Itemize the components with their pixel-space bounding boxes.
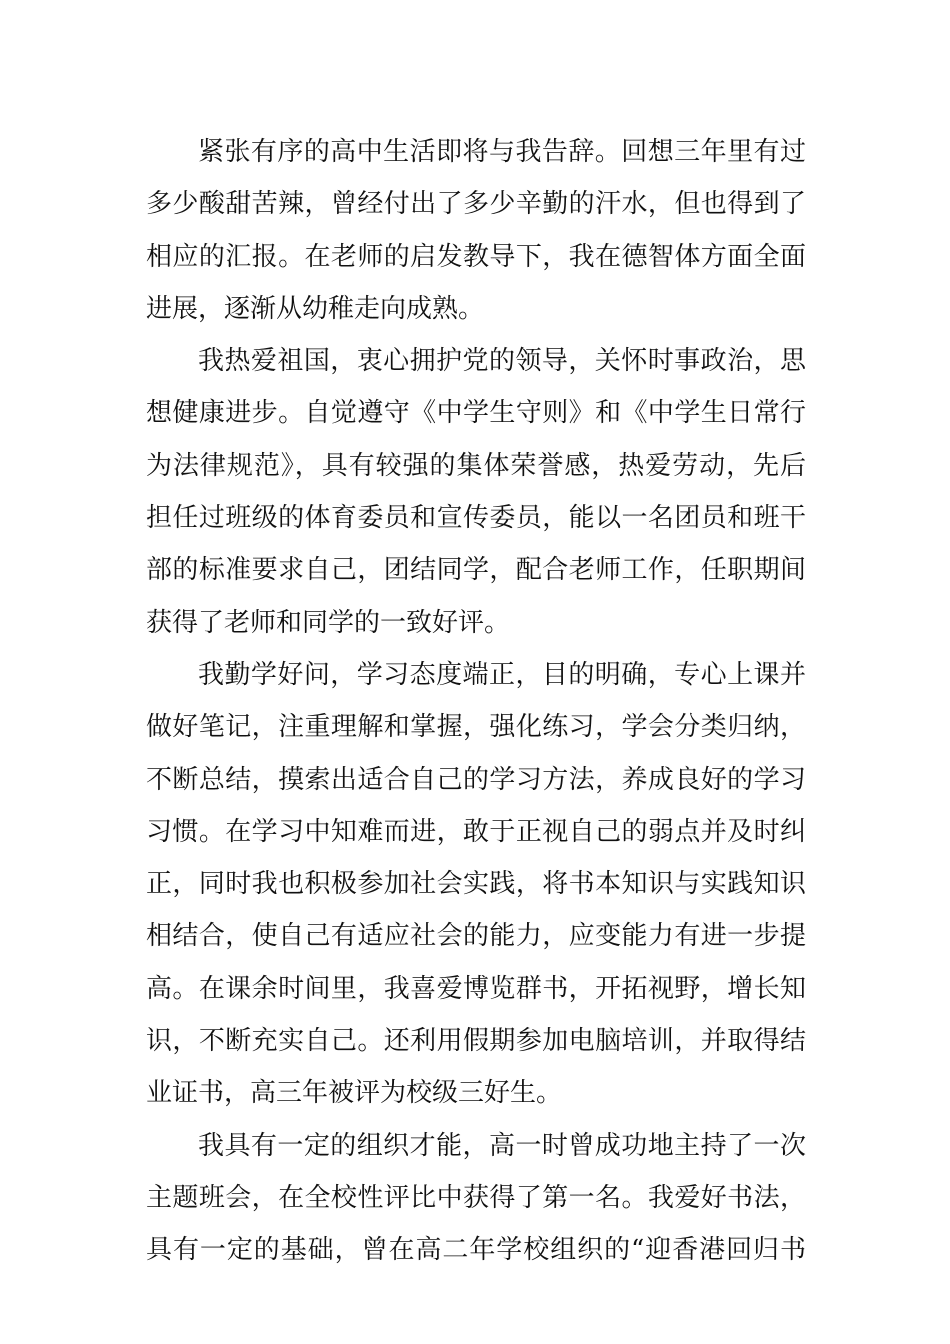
text-line: 担任过班级的体育委员和宣传委员，能以一名团员和班干 (146, 503, 806, 534)
text-line: 正，同时我也积极参加社会实践，将书本知识与实践知识 (146, 869, 806, 900)
text-line: 相结合，使自己有适应社会的能力，应变能力有进一步提 (146, 921, 806, 952)
text-line: 不断总结，摸索出适合自己的学习方法，养成良好的学习 (146, 764, 806, 795)
text-line: 相应的汇报。在老师的启发教导下，我在德智体方面全面 (146, 241, 806, 272)
text-line: 想健康进步。自觉遵守《中学生守则》和《中学生日常行 (146, 398, 806, 429)
text-line: 高。在课余时间里，我喜爱博览群书，开拓视野，增长知 (146, 973, 806, 1004)
text-line: 业证书，高三年被评为校级三好生。 (146, 1078, 563, 1109)
text-line: 我热爱祖国，衷心拥护党的领导，关怀时事政治，思 (198, 346, 806, 377)
text-line: 做好笔记，注重理解和掌握，强化练习，学会分类归纳， (146, 712, 806, 743)
text-line: 紧张有序的高中生活即将与我告辞。回想三年里有过 (198, 137, 806, 167)
text-line: 习惯。在学习中知难而进，敢于正视自己的弱点并及时纠 (146, 816, 806, 847)
text-line: 我勤学好问，学习态度端正，目的明确，专心上课并 (198, 659, 806, 690)
text-line: 部的标准要求自己，团结同学，配合老师工作，任职期间 (146, 555, 806, 586)
text-line: 我具有一定的组织才能，高一时曾成功地主持了一次 (198, 1130, 806, 1161)
text-line: 具有一定的基础，曾在高二年学校组织的“迎香港回归书 (146, 1235, 806, 1266)
text-line: 主题班会，在全校性评比中获得了第一名。我爱好书法， (146, 1182, 806, 1213)
document-body (146, 126, 806, 1277)
text-line: 进展，逐渐从幼稚走向成熟。 (146, 293, 485, 324)
text-line: 获得了老师和同学的一致好评。 (146, 607, 511, 638)
text-line: 多少酸甜苦辣，曾经付出了多少辛勤的汗水，但也得到了 (146, 189, 806, 220)
text-line: 为法律规范》，具有较强的集体荣誉感，热爱劳动，先后 (146, 450, 806, 481)
text-line: 识，不断充实自己。还利用假期参加电脑培训，并取得结 (146, 1026, 806, 1057)
